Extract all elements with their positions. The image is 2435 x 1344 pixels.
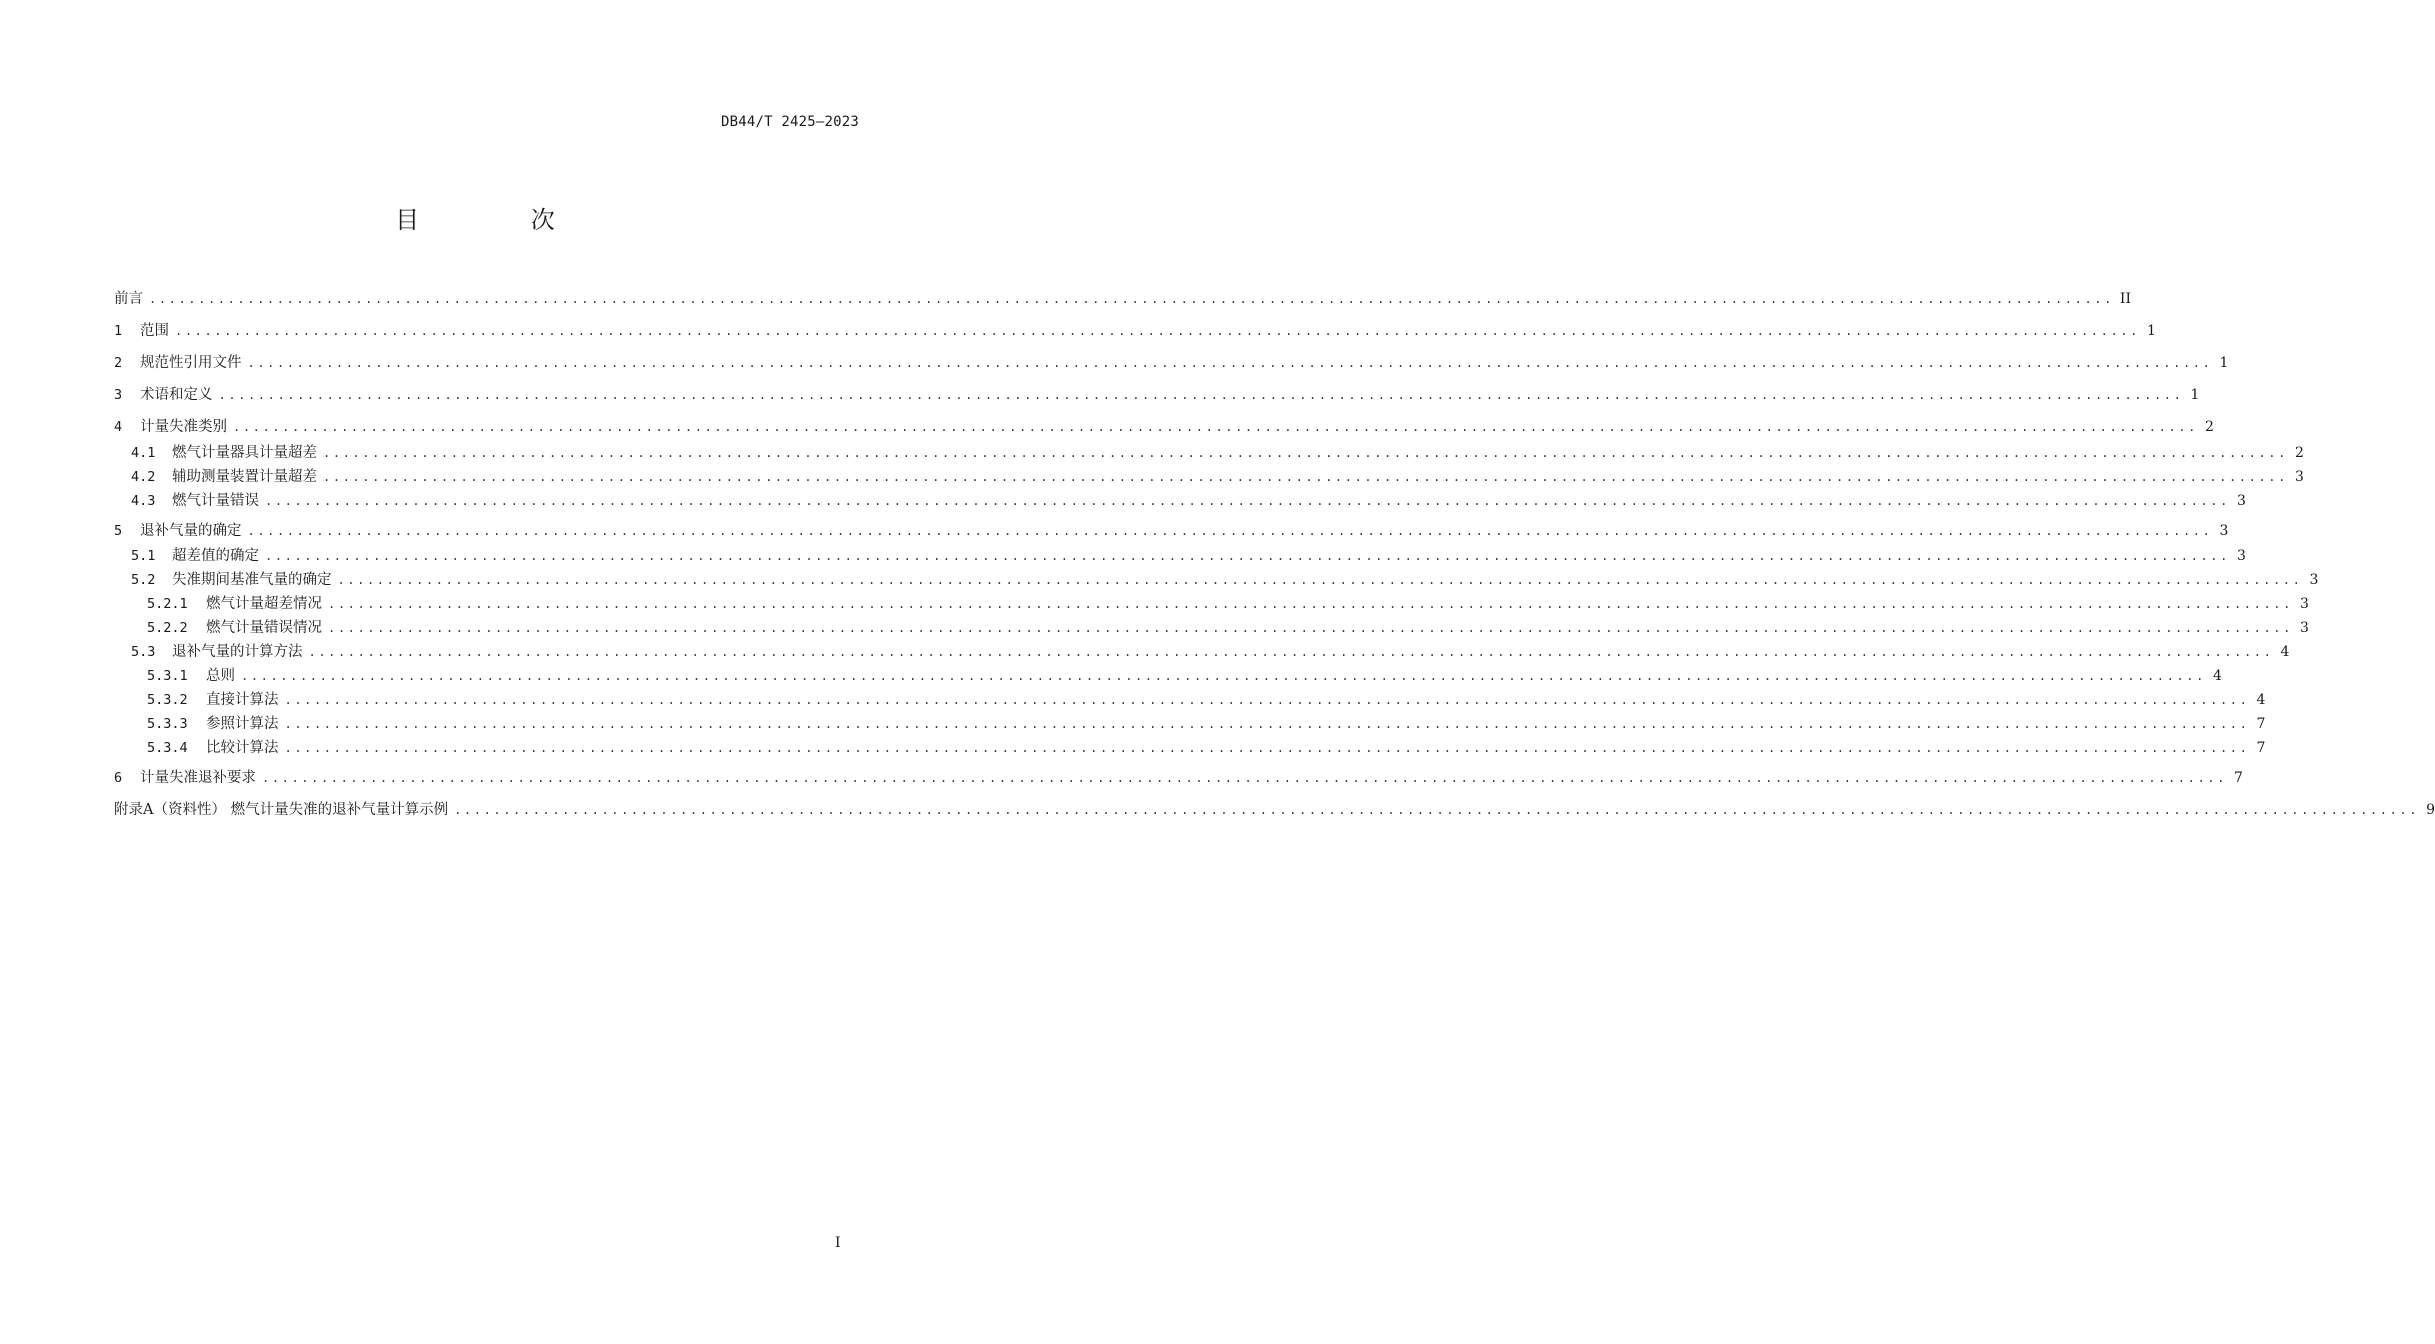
toc-entry[interactable] [114,546,2246,566]
toc-entry-number: 5.2 [131,572,156,588]
toc-entry-title: 失准期间基准气量的确定 [172,572,332,588]
toc-entry-label [131,570,332,590]
toc-entry[interactable] [114,594,2309,614]
toc-entry-page: 3 [2295,469,2304,485]
toc-leader-dots: ........................................................................................................................................................................................................ [284,693,2250,707]
toc-entry-title: 直接计算法 [206,692,279,708]
toc-leader-dots: ........................................................................................................................................................................................................ [241,669,2206,683]
toc-entry-page: 2 [2295,445,2304,461]
toc-entry-label [114,800,448,820]
toc-entry[interactable] [114,768,2243,788]
toc-entry[interactable] [114,443,2304,463]
toc-entry-title: 超差值的确定 [172,548,259,564]
toc-entry-title: 退补气量的确定 [140,523,242,539]
document-header-id: DB44/T 2425—2023 [720,114,859,130]
toc-entry-label [147,594,322,614]
toc-leader-dots: ........................................................................................................................................................................................................ [337,573,2303,587]
toc-entry-page: 1 [2190,387,2200,403]
toc-entry-label [114,768,256,788]
toc-entry-label [131,546,259,566]
toc-entry-page: 3 [2309,572,2319,588]
toc-entry-number: 4.3 [131,493,156,509]
toc-entry-title: 辅助测量装置计量超差 [172,469,317,485]
toc-entry-title: 燃气计量错误 [172,493,259,509]
toc-entry-number: 3 [114,387,123,403]
toc-leader-dots: ........................................................................................................................................................................................................ [284,741,2250,755]
toc-entry-page: 3 [2237,493,2246,509]
toc-entry-page: 2 [2205,419,2214,435]
toc-entry-number: 5.2.1 [147,596,188,612]
toc-entry-number: 5.2.2 [147,620,188,636]
toc-entry-title: 范围 [140,323,169,339]
toc-entry-label [147,714,279,734]
toc-entry-title: 规范性引用文件 [140,355,242,371]
toc-leader-dots: ........................................................................................................................................................................................................ [323,446,2288,460]
toc-leader-dots: ........................................................................................................................................................................................................ [328,621,2293,635]
toc-entry-number: 5.1 [131,548,156,564]
toc-entry-title: 燃气计量错误情况 [206,620,322,636]
toc-entry-label [131,491,259,511]
toc-entry-page: II [2119,291,2131,307]
toc-entry[interactable] [114,642,2290,662]
toc-entry[interactable] [114,570,2319,590]
toc-entry[interactable] [114,491,2246,511]
toc-entry[interactable] [114,618,2309,638]
toc-entry-number: 6 [114,770,123,786]
toc-entry-page: 4 [2280,644,2290,660]
toc-entry-title: 退补气量的计算方法 [172,644,303,660]
toc-entry-page: 4 [2213,668,2222,684]
toc-entry[interactable] [114,690,2266,710]
toc-leader-dots: ........................................................................................................................................................................................................ [284,717,2250,731]
page-folio: I [835,1235,841,1251]
toc-leader-dots: ........................................................................................................................................................................................................ [323,470,2288,484]
toc-entry-title: 燃气计量超差情况 [206,596,322,612]
toc-entry-title: 总则 [206,668,235,684]
toc-entry-page: 3 [2237,548,2246,564]
toc-leader-dots: ........................................................................................................................................................................................................ [149,292,2114,306]
toc-leader-dots: ........................................................................................................................................................................................................ [247,356,2213,370]
toc-leader-dots: ........................................................................................................................................................................................................ [265,549,2230,563]
toc-entry-number: 5 [114,523,123,539]
toc-entry-page: 1 [2219,355,2229,371]
toc-entry-title: 附录A（资料性） 燃气计量失准的退补气量计算示例 [114,802,449,818]
toc-leader-dots: ........................................................................................................................................................................................................ [233,420,2198,434]
toc-entry[interactable] [114,738,2266,758]
toc-leader-dots: ........................................................................................................................................................................................................ [265,494,2230,508]
toc-leader-dots: ........................................................................................................................................................................................................ [218,388,2184,402]
toc-entry-number: 5.3.1 [147,668,188,684]
toc-entry-label [147,618,322,638]
toc-leader-dots: ........................................................................................................................................................................................................ [175,324,2140,338]
toc-entry-page: 7 [2234,770,2243,786]
toc-entry-label [114,521,242,541]
toc-entry-number: 5.3.2 [147,692,188,708]
toc-entry-title: 计量失准退补要求 [140,770,256,786]
toc-entry-page: 9 [2426,802,2435,818]
toc-entry-label [114,353,242,373]
toc-entry-page: 4 [2256,692,2266,708]
toc-entry[interactable] [114,800,2435,820]
toc-entry-title: 参照计算法 [206,716,279,732]
toc-entry-label [147,738,279,758]
toc-entry-number: 5.3.3 [147,716,188,732]
toc-entry-number: 4 [114,419,123,435]
toc-entry-label [147,666,235,686]
toc-entry-page: 3 [2300,620,2309,636]
toc-entry[interactable] [114,321,2156,341]
toc-entry[interactable] [114,353,2229,373]
toc-entry-label [114,321,169,341]
toc-leader-dots: ........................................................................................................................................................................................................ [262,771,2227,785]
toc-entry-page: 7 [2256,740,2266,756]
toc-entry-page: 3 [2300,596,2309,612]
page-title: 目 次 [395,206,607,234]
toc-entry-title: 比较计算法 [206,740,279,756]
toc-entry[interactable] [114,467,2304,487]
toc-entry-number: 2 [114,355,123,371]
toc-entry[interactable] [114,289,2131,309]
toc-entry[interactable] [114,417,2214,437]
toc-entry-label [147,690,279,710]
toc-leader-dots: ........................................................................................................................................................................................................ [328,597,2293,611]
toc-entry-number: 4.1 [131,445,156,461]
toc-entry-number: 1 [114,323,123,339]
toc-entry-title: 术语和定义 [140,387,213,403]
toc-entry-label [131,642,303,662]
toc-entry[interactable] [114,714,2266,734]
toc-entry-label [131,467,317,487]
toc-entry[interactable] [114,385,2200,405]
toc-entry-number: 5.3 [131,644,156,660]
toc-leader-dots: ........................................................................................................................................................................................................ [247,524,2213,538]
toc-entry[interactable] [114,666,2222,686]
toc-entry-title: 前言 [114,291,143,307]
toc-entry-page: 7 [2256,716,2266,732]
toc-entry-label [114,385,213,405]
toc-entry-title: 燃气计量器具计量超差 [172,445,317,461]
toc-leader-dots: ........................................................................................................................................................................................................ [454,803,2420,817]
toc-entry-label [114,289,143,309]
toc-entry-number: 5.3.4 [147,740,188,756]
toc-entry-label [131,443,317,463]
toc-entry[interactable] [114,521,2229,541]
toc-entry-page: 1 [2147,323,2156,339]
toc-entry-page: 3 [2219,523,2229,539]
toc-entry-number: 4.2 [131,469,156,485]
toc-leader-dots: ........................................................................................................................................................................................................ [308,645,2274,659]
toc-entry-label [114,417,227,437]
toc-entry-title: 计量失准类别 [140,419,227,435]
